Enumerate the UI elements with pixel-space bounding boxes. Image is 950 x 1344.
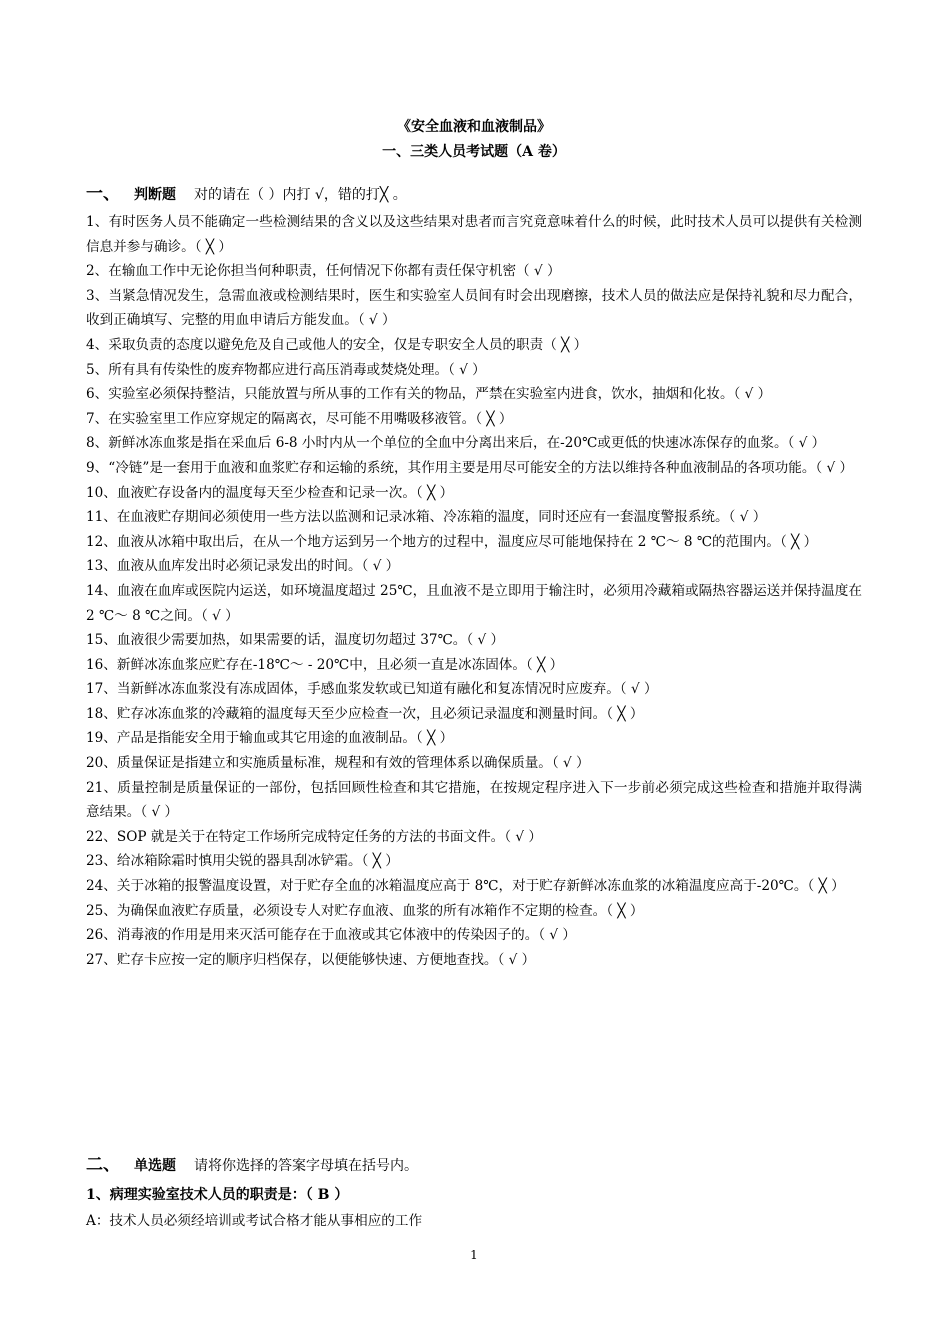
question-item: 7、在实验室里工作应穿规定的隔离衣，尽可能不用嘴吸移液管。（ ╳ ） [86, 410, 513, 427]
section-number: 二、 [86, 1155, 120, 1175]
question-item: 17、当新鲜冰冻血浆没有冻成固体，手感血浆发软或已知道有融化和复冻情况时应废弃。（ √ ） [86, 681, 658, 698]
question-item: 16、新鲜冰冻血浆应贮存在-18℃～ - 20℃中，且必须一直是冰冻固体。（ ╳ ） [86, 656, 564, 673]
question-item: 6、实验室必须保持整洁，只能放置与所从事的工作有关的物品，严禁在实验室内进食，饮水，抽烟和化妆。（ √ ） [86, 386, 772, 403]
section-number: 一、 [86, 184, 120, 204]
question-item: 1、有时医务人员不能确定一些检测结果的含义以及这些结果对患者而言究竟意味着什么的时候，此时技术人员可以提供有关检测信息并参与确诊。（ ╳ ） [86, 214, 862, 255]
question-item: 23、给冰箱除霜时慎用尖锐的器具刮冰铲霜。（ ╳ ） [86, 853, 399, 870]
question-item: 24、关于冰箱的报警温度设置，对于贮存全血的冰箱温度应高于 8℃，对于贮存新鲜冰冻血浆的冰箱温度应高于-20℃。（ ╳ ） [86, 878, 845, 895]
question-item: 26、消毒液的作用是用来灭活可能存在于血液或其它体液中的传染因子的。（ √ ） [86, 927, 576, 944]
question-item: 14、血液在血库或医院内运送，如环境温度超过 25℃，且血液不是立即用于输注时，必须用冷藏箱或隔热容器运送并保持温度在 2 ℃～ 8 ℃之间。（ √ ） [86, 582, 862, 624]
question-item: 3、当紧急情况发生，急需血液或检测结果时，医生和实验室人员间有时会出现磨擦，技术人员的做法应是保持礼貌和尽力配合，收到正确填写、完整的用血申请后方能发血。（ √ ） [86, 287, 862, 329]
section-instruction: 请将你选择的答案字母填在括号内。 [194, 1158, 418, 1174]
section-heading-single-choice [86, 1150, 862, 1175]
question-item: 10、血液贮存设备内的温度每天至少检查和记录一次。（ ╳ ） [86, 484, 454, 501]
document-subtitle: 一、三类人员考试题（A 卷） [382, 144, 566, 160]
question-item: 4、采取负责的态度以避免危及自己或他人的安全，仅是专职安全人员的职责（ ╳ ） [86, 336, 588, 353]
question-item: 15、血液很少需要加热，如果需要的话，温度切勿超过 37℃。（ √ ） [86, 632, 505, 649]
section-name: 单选题 [134, 1158, 176, 1174]
section-name: 判断题 [134, 187, 176, 203]
question-list [86, 210, 862, 972]
page-number: 1 [470, 1248, 478, 1262]
question-item: 18、贮存冰冻血浆的冷藏箱的温度每天至少应检查一次，且必须记录温度和测量时间。（ ╳ ） [86, 705, 644, 722]
question-item: 12、血液从冰箱中取出后，在从一个地方运到另一个地方的过程中，温度应尽可能地保持在 2 ℃～ 8 ℃的范围内。（ ╳ ） [86, 533, 818, 550]
choice-question: 1、病理实验室技术人员的职责是：（ B ） [86, 1187, 349, 1203]
question-item: 11、在血液贮存期间必须使用一些方法以监测和记录冰箱、冷冻箱的温度，同时还应有一套温度警报系统。（ √ ） [86, 509, 767, 526]
section-heading-true-false [86, 179, 862, 204]
question-item: 27、贮存卡应按一定的顺序归档保存，以便能够快速、方便地查找。（ √ ） [86, 951, 536, 968]
document-title: 《安全血液和血液制品》 [397, 119, 551, 135]
question-item: 20、质量保证是指建立和实施质量标准，规程和有效的管理体系以确保质量。（ √ ） [86, 755, 590, 772]
question-item: 22、SOP 就是关于在特定工作场所完成特定任务的方法的书面文件。（ √ ） [86, 828, 542, 845]
question-item: 5、所有具有传染性的废弃物都应进行高压消毒或焚烧处理。（ √ ） [86, 361, 486, 378]
choice-option: A：技术人员必须经培训或考试合格才能从事相应的工作 [86, 1213, 423, 1229]
question-item: 9、“冷链”是一套用于血液和血浆贮存和运输的系统，其作用主要是用尽可能安全的方法以维持各种血液制品的各项功能。（ √ ） [86, 459, 854, 476]
question-item: 2、在输血工作中无论你担当何种职责，任何情况下你都有责任保守机密（ √ ） [86, 263, 561, 280]
question-item: 21、质量控制是质量保证的一部份，包括回顾性检查和其它措施，在按规定程序进入下一步前必须完成这些检查和措施并取得满意结果。（ √ ） [86, 779, 862, 821]
section-instruction: 对的请在（ ）内打 √，错的打╳ 。 [194, 187, 407, 203]
question-item: 19、产品是指能安全用于输血或其它用途的血液制品。（ ╳ ） [86, 730, 454, 747]
question-item: 8、新鲜冰冻血浆是指在采血后 6-8 小时内从一个单位的全血中分离出来后，在-20℃或更低的快速冰冻保存的血浆。（ √ ） [86, 435, 826, 452]
question-item: 13、血液从血库发出时必须记录发出的时间。（ √ ） [86, 558, 400, 575]
question-item: 25、为确保血液贮存质量，必须设专人对贮存血液、血浆的所有冰箱作不定期的检查。（ ╳ ） [86, 902, 644, 919]
